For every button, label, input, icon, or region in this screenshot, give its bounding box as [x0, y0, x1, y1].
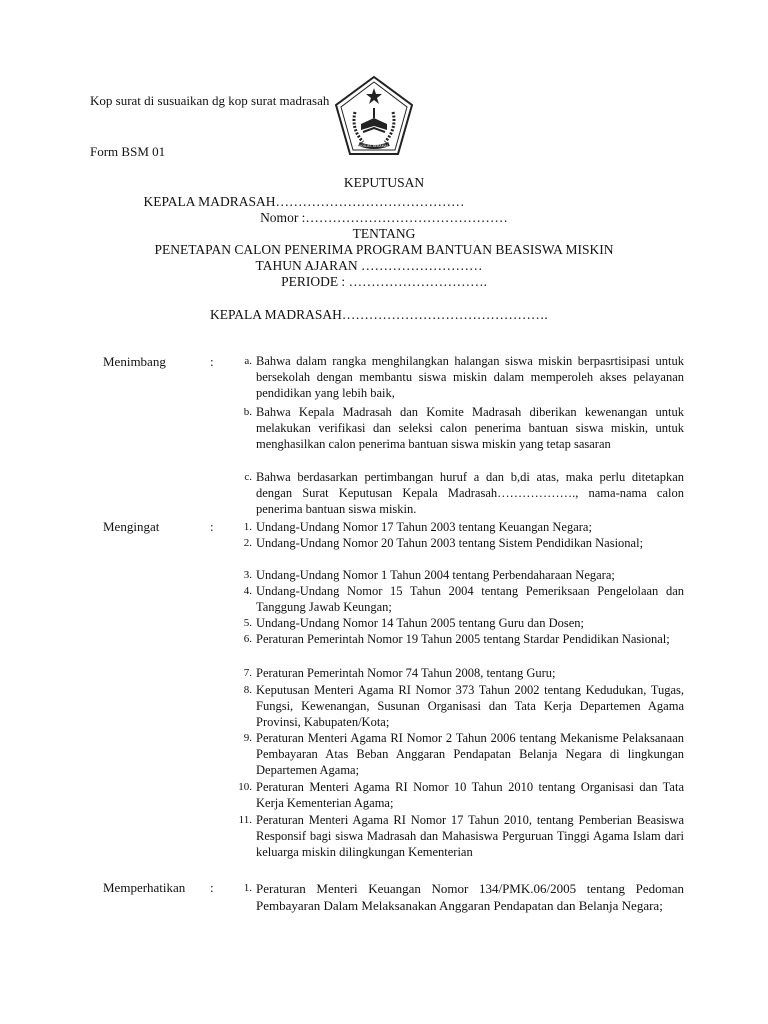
mengingat-item-4	[243, 584, 684, 616]
item-text: Bahwa Kepala Madrasah dan Komite Madrasah diberikan kewenangan untuk melakukan verifikasi dan seleksi calon penerima bantuan siswa miskin, untuk menghasilkan calon penerima bantuan siswa miskin yang tetap sasaran	[256, 405, 684, 451]
item-text: Peraturan Pemerintah Nomor 19 Tahun 2005 tentang Stardar Pendidikan Nasional;	[256, 632, 670, 646]
decree-authority: KEPALA MADRASAH……………………………………….	[210, 307, 548, 322]
mengingat-item-9	[243, 731, 684, 778]
kemenag-emblem-icon	[333, 74, 415, 158]
mengingat-colon: :	[210, 519, 214, 534]
item-text: Peraturan Pemerintah Nomor 74 Tahun 2008, tentang Guru;	[256, 666, 556, 680]
item-marker: a.	[244, 355, 252, 367]
letterhead-note: Kop surat di susuaikan dg kop surat madrasah	[90, 93, 330, 108]
decree-number: Nomor :………………………………………	[260, 210, 508, 225]
emblem-motto: IKHLAS BERAMAL	[359, 144, 389, 148]
mengingat-item-2	[243, 536, 684, 552]
item-text: Undang-Undang Nomor 14 Tahun 2005 tentang Guru dan Dosen;	[256, 616, 585, 630]
decree-subject: PENETAPAN CALON PENERIMA PROGRAM BANTUAN BEASISWA MISKIN	[154, 242, 614, 257]
decree-period: PERIODE : ………………………….	[281, 274, 487, 289]
item-text: Bahwa dalam rangka menghilangkan halangan siswa miskin berpasrtisipasi untuk bersekolah dengan membantu siswa miskin dalam memperoleh akses pelayanan pendidikan yang lebih baik,	[256, 354, 684, 400]
menimbang-item-c	[244, 470, 684, 517]
decree-title: KEPUTUSAN	[343, 175, 425, 190]
decree-issuer: KEPALA MADRASAH……………………………………	[143, 194, 465, 209]
memperhatikan-item-1	[243, 880, 684, 914]
mengingat-item-8	[243, 683, 684, 730]
item-marker: 7.	[243, 667, 252, 679]
item-text: Peraturan Menteri Agama RI Nomor 10 Tahun 2010 tentang Organisasi dan Tata Kerja Kementerian Agama;	[256, 780, 684, 810]
decree-academic-year: TAHUN AJARAN ………………………	[255, 258, 483, 273]
item-marker: 2.	[243, 537, 252, 549]
menimbang-colon: :	[210, 354, 214, 369]
mengingat-item-3	[243, 568, 684, 584]
item-text: Undang-Undang Nomor 17 Tahun 2003 tentang Keuangan Negara;	[256, 520, 592, 534]
item-marker: 8.	[243, 684, 252, 696]
mengingat-label: Mengingat	[103, 519, 160, 534]
item-marker: 1.	[243, 882, 252, 894]
item-marker: 11.	[238, 814, 252, 826]
item-marker: 5.	[243, 617, 252, 629]
mengingat-item-6	[243, 632, 684, 648]
mengingat-item-10	[238, 780, 684, 812]
menimbang-label: Menimbang	[103, 354, 166, 369]
item-text: Undang-Undang Nomor 15 Tahun 2004 tentang Pemeriksaan Pengelolaan dan Tanggung Jawab Keungan;	[256, 584, 684, 614]
menimbang-item-a	[244, 354, 684, 401]
item-marker: 10.	[238, 781, 252, 793]
item-text: Peraturan Menteri Agama RI Nomor 2 Tahun 2006 tentang Mekanisme Pelaksanaan Pembayaran Atas Beban Anggaran Pendapatan Belanja Negara di lingkungan Departemen Agama;	[256, 731, 684, 777]
menimbang-item-b	[243, 405, 684, 452]
item-marker: 1.	[243, 521, 252, 533]
item-marker: 4.	[243, 585, 252, 597]
item-text: Peraturan Menteri Agama RI Nomor 17 Tahun 2010, tentang Pemberian Beasiswa Responsif bagi siswa Madrasah dan Mahasiswa Perguruan Tinggi Agama Islam dari keluarga miskin dilingkungan Kementerian	[256, 813, 684, 859]
item-text: Keputusan Menteri Agama RI Nomor 373 Tahun 2002 tentang Kedudukan, Tugas, Fungsi, Kewenangan, Susunan Organisasi dan Tata Kerja Departemen Agama Provinsi, Kabupaten/Kota;	[256, 683, 684, 729]
memperhatikan-label: Memperhatikan	[103, 880, 186, 895]
item-marker: b.	[243, 406, 252, 418]
item-text: Peraturan Menteri Keuangan Nomor 134/PMK.06/2005 tentang Pedoman Pembayaran Dalam Melaksanakan Anggaran Pendapatan dan Belanja Negara;	[256, 881, 684, 913]
item-marker: 3.	[243, 569, 252, 581]
item-marker: 6.	[243, 633, 252, 645]
mengingat-item-5	[243, 616, 684, 632]
item-text: Bahwa berdasarkan pertimbangan huruf a dan b,di atas, maka perlu ditetapkan dengan Surat Keputusan Kepala Madrasah………………., nama-nama calon penerima bantuan siswa miskin.	[256, 470, 684, 516]
mengingat-item-7	[243, 666, 684, 682]
item-text: Undang-Undang Nomor 20 Tahun 2003 tentang Sistem Pendidikan Nasional;	[256, 536, 644, 550]
item-marker: 9.	[243, 732, 252, 744]
decree-about-label: TENTANG	[352, 226, 416, 241]
mengingat-item-1	[243, 520, 684, 536]
memperhatikan-colon: :	[210, 880, 214, 895]
mengingat-item-11	[238, 813, 684, 860]
form-code: Form BSM 01	[90, 144, 166, 159]
item-marker: c.	[244, 471, 252, 483]
item-text: Undang-Undang Nomor 1 Tahun 2004 tentang Perbendaharaan Negara;	[256, 568, 615, 582]
